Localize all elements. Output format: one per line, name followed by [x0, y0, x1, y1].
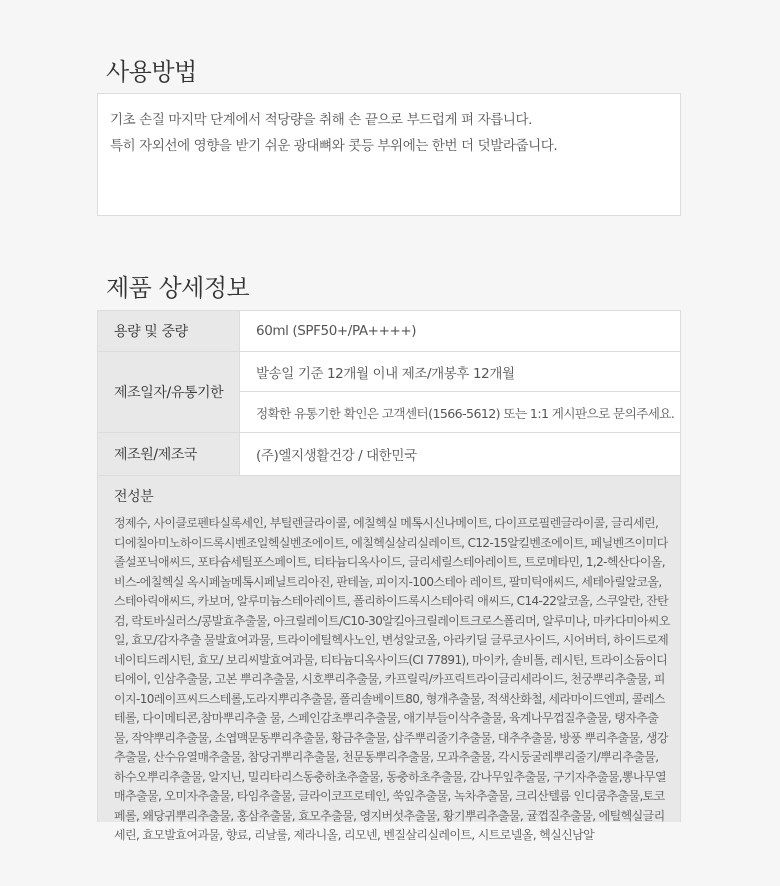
usage-line-1: 기초 손질 마지막 단계에서 적당량을 취해 손 끝으로 부드럽게 펴 자릅니다. [110, 112, 533, 128]
ingredients-label: 전성분 [114, 489, 154, 505]
row-value-volume: 60ml (SPF50+/PA++++) [256, 323, 417, 339]
row-note-expiry: 정확한 유통기한 확인은 고객센터(1566-5612) 또는 1:1 게시판으로 문의주세요. [256, 405, 675, 421]
ingredients-text: 정제수, 사이클로펜타실록세인, 부틸렌글라이콜, 에칠헥실 메톡시신나메이트, 다이프로필렌글라이콜, 글리세린, 디에칠아미노하이드록시벤조일헥실벤조에이트, 에칠헥실살리실레이트, C12-15알킬벤조에이트, 페닐벤즈이미다졸설포닉애씨드, 포타슘세틸포스페이트, 티타늄디옥사이드, 글리세릴스테아레이트, 트로메타민, 1,2-헥산다이올, 비스-에칠헥실 옥시페놀메톡시페닐트리아진, 판테놀, 피이지-100스테아 레이트, 팔미틱애씨드, 세테아릴알코올, 스테아릭애씨드, 카보머, 알루미늄스테아레이트, 폴리하이드록시스테아릭 애씨드, C14-22알코올, 스쿠알란, 잔탄검, 락토바실러스/콩발효추출물, 아크릴레이트/C10-30알킬아크릴레이트크로스폴리머, 알루미나, 마카다미아씨오일, 효모/감자추출 물발효여과물, 트라이에틸헥사노인, 변성알코올, 아라키딜 글루코사이드, 시어버터, 하이드로제네이티드레시틴, 효모/ 보리씨발효여과물, 티타늄디옥사이드(CI 77891), 마이카, 솔비톨, 레시틴, 트라이소듐이디티에이, 인삼추출물, 고본 뿌리추출물, 시호뿌리추출물, 카프릴릭/카프릭트라이글리세라이드, 천궁뿌리추출물, 피이지-10레이프씨드스테롤,도라지뿌리추출물, 폴리솔베이트80, 형개추출물, 적색산화철, 세라마이드엔피, 콜레스테롤, 다이메티콘,참마뿌리추출 물, 스페인감초뿌리추출물, 애기부들이삭추출물, 육계나무껍질추출물, 탱자추출물, 작약뿌리추출물, 소엽맥문동뿌리추출물, 황금추출물, 삽주뿌리줄기추출물, 대추추출물, 방풍 뿌리추출물, 생강추출물, 산수유열매추출물, 참당귀뿌리추출물, 천문동뿌리추출물, 모과추출물, 각시둥굴레뿌리줄기/뿌리추출물, 하수오뿌리추출물, 알지닌, 밀리타리스동충하초추출물, 동충하초추출물, 감나무잎추출물, 구기자추출물,뽕나무열매추출물, 오미자추출물, 타임추출물, 글라이코프로테인, 쑥잎추출물, 녹차추출물, 크리산텔룸 인디쿰추출물,토코페롤, 왜당귀뿌리추출물, 홍삼추출물, 효모추출물, 영지버섯추출물, 황기뿌리추출물, 귤껍질추출물, 에틸헥실글리세린, 효모발효여과물, 향료, 리날룰, 제라니올, 리모넨, 벤질살리실레이트, 시트로넬올, 헥실신남알 [114, 516, 670, 842]
table-row-volume [98, 311, 680, 352]
row-value-manufacturer: (주)엘지생활건강 / 대한민국 [256, 448, 417, 464]
product-detail-table [97, 310, 681, 842]
detail-section-title: 제품 상세정보 [106, 274, 250, 302]
row-header-expiry: 제조일자/유통기한 [98, 352, 240, 432]
usage-section-title: 사용방법 [106, 58, 197, 86]
table-row-manufacturer [98, 433, 680, 476]
row-header-manufacturer: 제조원/제조국 [98, 433, 240, 475]
table-row-expiry [98, 352, 680, 433]
ingredients-section [98, 476, 680, 842]
row-value-expiry: 발송일 기준 12개월 이내 제조/개봉후 12개월 [240, 352, 680, 392]
usage-line-2: 특히 자외선에 영향을 받기 쉬운 광대뼈와 콧등 부위에는 한번 더 덧발라줍니다. [110, 138, 558, 154]
row-header-volume: 용량 및 중량 [98, 311, 240, 351]
usage-description-box [97, 93, 681, 216]
